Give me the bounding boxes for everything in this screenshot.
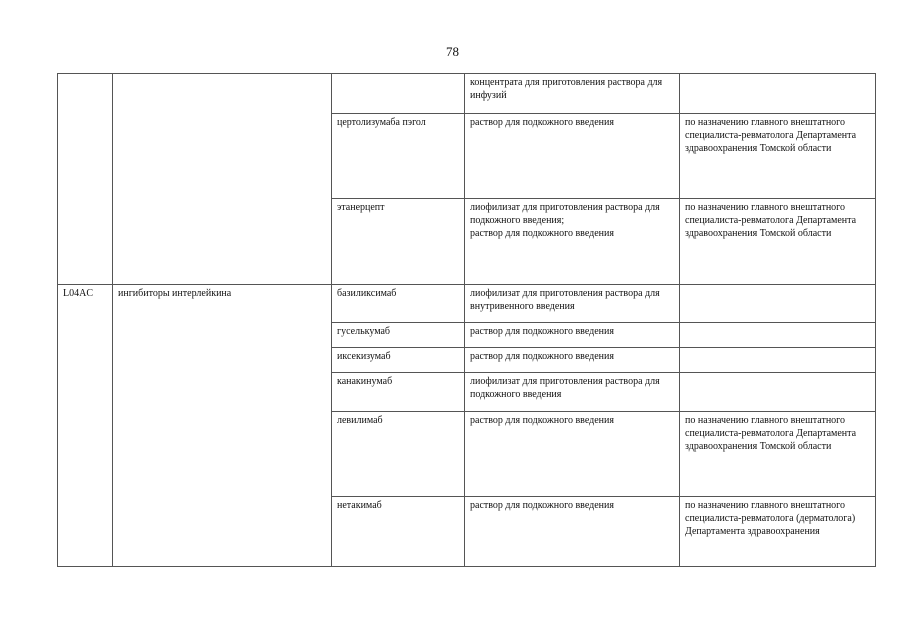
dosage-form-cell: раствор для подкожного введения bbox=[465, 412, 680, 497]
notes-cell bbox=[680, 285, 876, 323]
drug-name-cell: канакинумаб bbox=[332, 373, 465, 412]
dosage-form-cell: раствор для подкожного введения bbox=[465, 114, 680, 199]
drug-name-cell bbox=[332, 74, 465, 114]
drug-name-cell: этанерцепт bbox=[332, 199, 465, 285]
notes-cell: по назначению главного внештатного специалиста-ревматолога Департамента здравоохранения Томской области bbox=[680, 114, 876, 199]
drug-name-cell: иксекизумаб bbox=[332, 348, 465, 373]
drug-name-cell: нетакимаб bbox=[332, 497, 465, 567]
atc-code-cell bbox=[58, 74, 113, 285]
atc-code-cell: L04AC bbox=[58, 285, 113, 567]
dosage-form-cell: раствор для подкожного введения bbox=[465, 497, 680, 567]
drug-name-cell: гуселькумаб bbox=[332, 323, 465, 348]
dosage-form-cell: концентрата для приготовления раствора для инфузий bbox=[465, 74, 680, 114]
table-row bbox=[58, 285, 876, 323]
notes-cell: по назначению главного внештатного специалиста-ревматолога (дерматолога) Департамента здравоохранения bbox=[680, 497, 876, 567]
notes-cell: по назначению главного внештатного специалиста-ревматолога Департамента здравоохранения Томской области bbox=[680, 199, 876, 285]
drug-name-cell: левилимаб bbox=[332, 412, 465, 497]
dosage-form-cell: лиофилизат для приготовления раствора для внутривенного введения bbox=[465, 285, 680, 323]
page-number: 78 bbox=[446, 44, 459, 59]
dosage-form-cell: раствор для подкожного введения bbox=[465, 323, 680, 348]
dosage-form-cell: лиофилизат для приготовления раствора для подкожного введения bbox=[465, 373, 680, 412]
notes-cell bbox=[680, 348, 876, 373]
notes-cell: по назначению главного внештатного специалиста-ревматолога Департамента здравоохранения Томской области bbox=[680, 412, 876, 497]
dosage-form-cell: лиофилизат для приготовления раствора для подкожного введения; раствор для подкожного введения bbox=[465, 199, 680, 285]
drug-name-cell: цертолизумаба пэгол bbox=[332, 114, 465, 199]
group-name-cell: ингибиторы интерлейкина bbox=[113, 285, 332, 567]
group-name-cell bbox=[113, 74, 332, 285]
drug-table bbox=[57, 73, 876, 567]
drug-name-cell: базиликсимаб bbox=[332, 285, 465, 323]
notes-cell bbox=[680, 323, 876, 348]
dosage-form-cell: раствор для подкожного введения bbox=[465, 348, 680, 373]
notes-cell bbox=[680, 74, 876, 114]
notes-cell bbox=[680, 373, 876, 412]
table-row bbox=[58, 74, 876, 114]
